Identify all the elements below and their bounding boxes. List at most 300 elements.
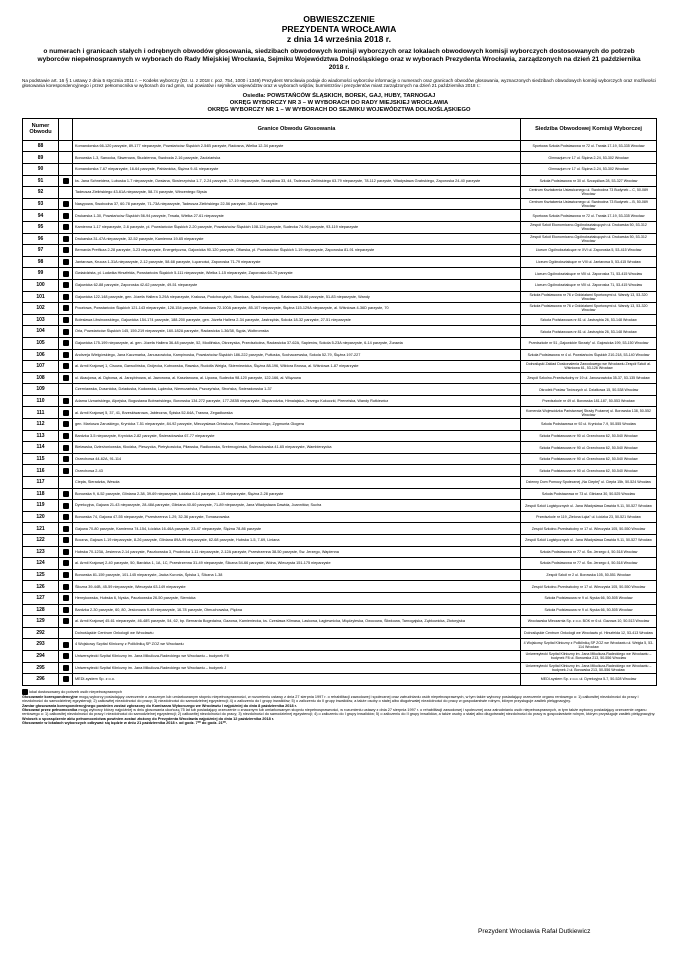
commission-site: Liceum Ogólnokształcące nr VIII ul. Jantarowa 5, 53-415 Wrocław — [521, 256, 657, 268]
legend-correspondence — [22, 695, 656, 704]
district-number: 121 — [23, 523, 59, 535]
district-number: 91 — [23, 175, 59, 187]
district-borders: Boczna, Gajowa 1-19 nieparzyste, 8-26 parzyste, Gliniana 89A-99 nieparzyste, 62-68 parzyste, Hubska 1-5, 7-69, Liniana — [73, 535, 521, 547]
table-row — [23, 650, 657, 662]
wheelchair-icon — [63, 526, 69, 532]
table-row — [23, 233, 657, 245]
commission-site: Liceum Ogólnokształcące nr VIII ul. Zaporoska 71, 53-415 Wrocław — [521, 279, 657, 291]
doc-intro: Na podstawie art. 16 § 1 ustawy z dnia 5 stycznia 2011 r. – Kodeks wyborczy (Dz. U. z 2018 r. poz. 754, 1000 i 1349) Prezydent Wrocławia podaje do wiadomości wyborców informację o numerach oraz granicach obwodów głosowania, wyznaczonych siedzibach obwodowych komisji wyborczych oraz możliwości głosowania korespondencyjnego i przez pełnomocnika w wyborach do rad gmin, rad powiatów i sejmików województw oraz w wyborach wójtów, burmistrzów i prezydentów miast zarządzonych na dzień 21 października 2018 r.: — [22, 78, 656, 89]
district-number: 103 — [23, 314, 59, 326]
district-number: 92 — [23, 187, 59, 199]
accessibility-cell — [59, 152, 73, 164]
commission-site: Liceum Ogólnokształcące nr XVI ul. Zaporoska 5, 53-415 Wrocław — [521, 245, 657, 257]
accessibility-cell — [59, 465, 73, 477]
district-borders: Gajowicka 175-199 nieparzyste, al. gen. Józefa Hallera 36-48 parzyste, 52, Modlińska, Okrzeyska, Przedszkolna, Racławicka 37-62A, Sapierów, Sokola 5-23A nieparzyste, 6-14 parzyste, Żurawia — [73, 337, 521, 349]
table-row — [23, 326, 657, 338]
commission-site: Szkoła Podstawowa nr 90 ul. Orzechowa 62, 50-540 Wrocław — [521, 453, 657, 465]
table-row — [23, 349, 657, 361]
commission-site: Sportowa Szkoła Podstawowa nr 72 ul. Trwała 17-19, 53-335 Wrocław — [521, 210, 657, 222]
district-borders: 4 Wojskowy Szpital Kliniczny z Polikliniką SP ZOZ we Wrocławiu — [73, 639, 521, 651]
district-borders: Borowska 81-159 parzyste, 101-145 nieparzyste, Jacka Kuronia, Śpiska 1, Ślicznа 1-38 — [73, 569, 521, 581]
district-borders: MEDI-system Sp. z o.o. — [73, 674, 521, 686]
commission-site: Szkoła Podstawowa nr 76 z Oddziałami Sportowymi ul. Wandy 13, 53-320 Wrocław — [521, 291, 657, 303]
table-row — [23, 175, 657, 187]
wheelchair-icon — [63, 433, 69, 439]
district-borders: Borowska 9, 6-52 parzyste, Glinianа 2-38, 39-69 nieparzyste, Łódzka 6-14 parzyste, 1-19 nieparzyste, Ślężna 2-28 parzyste — [73, 488, 521, 500]
table-row — [23, 674, 657, 686]
wheelchair-icon — [63, 549, 69, 555]
district-borders: Bernarda Pretficza 2-28 parzyste, 3-23 nieparzyste, Energetyczna, Gajowicka 90-120 parzyste, Ofiarska, pl. Powstańców Śląskich 1-19 nieparzyste, Zaporoska 81-91 nieparzyste — [73, 245, 521, 257]
district-borders: Nasypowa, Swobodna 37, 60-78 parzyste, 71-73A nieparzyste, Tadeusza Zielińskiego 22-56 parzyste, 39-41 nieparzyste — [73, 198, 521, 210]
table-row — [23, 488, 657, 500]
commission-site: 4 Wojskowy Szpital Kliniczny z Polikliniką SP ZOZ we Wrocławiu ul. Weigla 5, 53-114 Wrocław — [521, 639, 657, 651]
commission-site: Liceum Ogólnokształcące nr VIII ul. Zaporoska 71, 53-415 Wrocław — [521, 268, 657, 280]
district-number: 115 — [23, 453, 59, 465]
wheelchair-icon — [63, 676, 69, 682]
accessibility-cell — [59, 279, 73, 291]
wheelchair-icon — [63, 363, 69, 369]
district-borders: Komandorska 7-67 nieparzyste, 16-64 parzyste, Pabianicka, Ślężna 9-41 nieparzyste — [73, 164, 521, 176]
district-number: 129 — [23, 616, 59, 628]
table-row — [23, 511, 657, 523]
commission-site: Szkoła Podstawowa nr 77 ul. Św. Jerzego 4, 50-518 Wrocław — [521, 558, 657, 570]
wheelchair-icon — [63, 201, 69, 207]
district-number: 109 — [23, 384, 59, 396]
accessibility-cell — [59, 372, 73, 384]
doc-issuer: PREZYDENTA WROCŁAWIA — [281, 24, 397, 34]
commission-site: Ośrodek Postaw Twórczych ul. Działkowa 15, 50-538 Wrocław — [521, 384, 657, 396]
wheelchair-icon — [63, 421, 69, 427]
wheelchair-icon — [63, 618, 69, 624]
legend-corr-deadline: Zamiar głosowania korespondencyjnego powinien zostać zgłoszony do Komisarza Wyborczego we Wrocławiu I najpóźniej do dnia 8 października 2018 r. — [22, 703, 297, 708]
district-number: 293 — [23, 639, 59, 651]
accessibility-cell — [59, 175, 73, 187]
commission-site: Sportowa Szkoła Podstawowa nr 72 ul. Trwała 17-19, 53-335 Wrocław — [521, 140, 657, 152]
accessibility-cell — [59, 627, 73, 639]
wheelchair-icon — [63, 560, 69, 566]
table-row — [23, 164, 657, 176]
commission-site: Szkoła Podstawowa nr 76 z Oddziałami Sportowymi ul. Wandy 13, 53-320 Wrocław — [521, 303, 657, 315]
wheelchair-icon — [63, 503, 69, 509]
wheelchair-icon — [63, 595, 69, 601]
district-number: 120 — [23, 511, 59, 523]
district-number: 106 — [23, 349, 59, 361]
district-borders: ks. Jana Schneidera, Lubuska 1-7 nieparzyste, Owsiana, Skwierzyńska 1-7, 2-24 parzyste, 17-19 nieparzyste, Szczęśliwa 33, 44, Tadeusza Zielińskiego 63-79 nieparzyste, 78-112 parzyste, Władysława Grabskiego, Zaporoska 24-40 parzyste — [73, 175, 521, 187]
doc-date: z dnia 14 września 2018 r. — [286, 34, 392, 44]
commission-site: MEDI-system Sp. z o.o. ul. Dyrekcyjna 5-7, 50-528 Wrocław — [521, 674, 657, 686]
wheelchair-icon — [63, 607, 69, 613]
district-borders: Gwiaździsta, pl. Ludwika Hirszfelda, Powstańców Śląskich 5-111 nieparzyste, Wielka 1-15 nieparzyste, Zaporoska 64-70 parzyste — [73, 268, 521, 280]
accessibility-cell — [59, 604, 73, 616]
district-borders: al. Armii Krajowej 1, Cisowa, Garwolińska, Grójecka, Kutnowska, Rawska, Rudolfa Weigla, Skierniewicka, Ślężna 88-196, Wiktora Brossa, al. Wiśniowa 1-87 nieparzyste — [73, 361, 521, 373]
commission-site: Uniwersytecki Szpital Kliniczny im. Jana Mikulicza-Radeckiego we Wrocławiu – budynek F8 ul. Borowska 213, 50-556 Wrocław — [521, 650, 657, 662]
wheelchair-icon — [63, 410, 69, 416]
commission-site: Dzienny Dom Pomocy Społecznej „Na Ciepłej” ul. Ciepła 15b, 50-524 Wrocław — [521, 477, 657, 489]
district-number: 107 — [23, 361, 59, 373]
legend-proxy — [22, 708, 656, 717]
wheelchair-icon — [63, 456, 69, 462]
commission-site: Szkoła Podstawowa nr 81 ul. Jastrzębia 26, 53-148 Wrocław — [521, 326, 657, 338]
accessibility-cell — [59, 384, 73, 396]
table-row — [23, 581, 657, 593]
district-borders: Kamienna 1-17 nieparzyste, 2-6 parzyste, pl. Powstańców Śląskich 2-20 parzyste, Powstańców Śląskich 108-124 parzyste, Sudecka 74-96 parzyste, 93-119 nieparzyste — [73, 221, 521, 233]
district-number: 89 — [23, 152, 59, 164]
commission-site: Przedszkole nr 119 „Zielona Łąka” ul. Łódzka 23, 50-521 Wrocław — [521, 511, 657, 523]
wheelchair-icon — [63, 398, 69, 404]
district-number: 127 — [23, 592, 59, 604]
district-number: 93 — [23, 198, 59, 210]
wheelchair-icon — [63, 491, 69, 497]
accessibility-cell — [59, 337, 73, 349]
district-number: 124 — [23, 558, 59, 570]
commission-site: Dolnośląskie Centrum Onkologii we Wrocławiu pl. Hirszfelda 12, 53-413 Wrocław — [521, 627, 657, 639]
district-borders: Henrykowska, Hubska 6, Nyska, Paczkowska 26-50 parzyste, Siemicka — [73, 592, 521, 604]
commission-site: Przedszkole nr 49 ul. Borowska 181-187, 50-553 Wrocław — [521, 395, 657, 407]
accessibility-cell — [59, 523, 73, 535]
commission-site: Centrum Kształcenia Ustawicznego ul. Swobodna 73 Budynek – C, 50-089 Wrocław — [521, 187, 657, 199]
table-row — [23, 407, 657, 419]
wheelchair-icon — [63, 468, 69, 474]
table-row — [23, 395, 657, 407]
accessibility-cell — [59, 268, 73, 280]
wheelchair-icon — [63, 445, 69, 451]
commission-site: Gimnazjum nr 17 ul. Ślężna 2-24, 53-302 Wrocław — [521, 164, 657, 176]
accessibility-cell — [59, 187, 73, 199]
legend-corr-text: mogą wyborcy posiadający orzeczenie o znacznym lub umiarkowanym stopniu niepełnosprawności, w rozumieniu ustawy z dnia 27 sierpnia 1997 r. o rehabilitacji zawodowej i społecznej oraz zatrudnianiu osób niepełnosprawnych, w tym także wyborcy posiadający orzeczenie organu rentowego o: 1) całkowitej niezdolności do pracy i niezdolności do samodzielnej egzystencji; 2) całkowitej niezdolności do pracy; 3) niezdolności do samodzielnej egzystencji; 4) o zaliczeniu do I grupy inwalidów; 5) o zaliczeniu do II grupy inwalidów, a także osoby o stałej albo długotrwałej niezdolności do pracy w gospodarstwie rolnym, którym przysługuje zasiłek pielęgnacyjny. — [22, 694, 639, 704]
commission-site: Szkoła Podstawowa nr 73 ul. Gliniana 30, 50-525 Wrocław — [521, 488, 657, 500]
accessibility-cell — [59, 674, 73, 686]
accessibility-cell — [59, 639, 73, 651]
commission-site: Szkoła Podstawowa nr 9 ul. Nyska 66, 50-505 Wrocław — [521, 604, 657, 616]
commission-site: Centrum Kształcenia Ustawicznego ul. Swobodna 73 Budynek – B, 50-089 Wrocław — [521, 198, 657, 210]
commission-site: Szkoła Podstawowa nr 77 ul. Św. Jerzego 4, 50-518 Wrocław — [521, 546, 657, 558]
table-row — [23, 268, 657, 280]
accessibility-cell — [59, 256, 73, 268]
accessibility-cell — [59, 361, 73, 373]
accessibility-cell — [59, 419, 73, 431]
commission-site: Szkoła Podstawowa nr 90 ul. Orzechowa 62, 50-540 Wrocław — [521, 442, 657, 454]
accessibility-cell — [59, 221, 73, 233]
district-number: 114 — [23, 442, 59, 454]
commission-site: Zespół Szkolno-Przedszkolny nr 17 ul. Wieczysta 105, 50-550 Wrocław — [521, 581, 657, 593]
accessibility-cell — [59, 210, 73, 222]
district-number: 101 — [23, 291, 59, 303]
table-row — [23, 535, 657, 547]
accessibility-cell — [59, 546, 73, 558]
district-borders: Borowska 1-3, Sanocka, Skwerowa, Studzienna, Swoboda 2-16 parzyste, Zaolziańska — [73, 152, 521, 164]
district-borders: Orzechowa 2-43 — [73, 465, 521, 477]
district-number: 96 — [23, 233, 59, 245]
table-row — [23, 361, 657, 373]
district-number: 123 — [23, 546, 59, 558]
district-number: 95 — [23, 221, 59, 233]
table-row — [23, 627, 657, 639]
accessibility-cell — [59, 535, 73, 547]
table-row — [23, 198, 657, 210]
table-row — [23, 546, 657, 558]
district-borders: Orzechowa 44-62A, 91-114 — [73, 453, 521, 465]
wheelchair-icon — [63, 642, 69, 648]
wheelchair-icon — [63, 247, 69, 253]
table-row — [23, 140, 657, 152]
commission-site: Zespół Szkół Logistycznych ul. Jana Władysława Dawida 9-11, 50-527 Wrocław — [521, 500, 657, 512]
district-borders: Jantarowa, Kruczа 1-31A nieparzyste, 2-12 parzyste, 58-68 parzyste, Łączności, Zaporoska 71-79 nieparzyste — [73, 256, 521, 268]
table-row — [23, 500, 657, 512]
accessibility-cell — [59, 303, 73, 315]
district-borders: Dyrekcyjna, Gajowa 21-43 nieparzyste, 28-48A parzyste, Gliniana 40-60 parzyste, 71-89 nieparzyste, Jana Władysława Dawida, Joannitów, Sucha — [73, 500, 521, 512]
district-number: 125 — [23, 569, 59, 581]
district-number: 295 — [23, 662, 59, 674]
district-borders: al. Armii Krajowej 5, 37, 41, Brzeskiwarowa, Jabłeczna, Śpiska 52-64A, Trawna, Zegadłowska — [73, 407, 521, 419]
district-number: 292 — [23, 627, 59, 639]
table-row — [23, 384, 657, 396]
table-row — [23, 187, 657, 199]
district-number: 110 — [23, 395, 59, 407]
table-body — [23, 140, 657, 685]
wheelchair-icon — [63, 352, 69, 358]
table-row — [23, 419, 657, 431]
wheelchair-icon — [63, 572, 69, 578]
legend-icon-note: lokal dostosowany do potrzeb osób niepełnosprawnych — [29, 689, 122, 694]
accessibility-cell — [59, 662, 73, 674]
wheelchair-icon — [63, 305, 69, 311]
district-number: 111 — [23, 407, 59, 419]
wheelchair-icon — [63, 213, 69, 219]
accessibility-cell — [59, 442, 73, 454]
district-number: 296 — [23, 674, 59, 686]
table-row — [23, 558, 657, 570]
district-number: 113 — [23, 430, 59, 442]
osiedla-line-3: OKRĘG WYBORCZY NR 1 – W WYBORACH DO SEJMIKU WOJEWÓDZTWA DOLNOŚLĄSKIEGO — [207, 106, 471, 113]
commission-site: Wrocławska Mleczarnia Sp. z o.o. BOK nr 6 ul. Gazowa 10, 50-513 Wrocław — [521, 616, 657, 628]
district-number: 126 — [23, 581, 59, 593]
legend-proxy-text: mogą wyborcy którzy najpóźniej w dniu głosowania ukończą 75 lat lub posiadający orzeczenie o znacznym lub umiarkowanym stopniu niepełnosprawności, w rozumieniu ustawy z dnia 27 sierpnia 1997 r. o rehabilitacji zawodowej i społecznej oraz zatrudnianiu osób niepełnosprawnych, w tym także wyborcy posiadający orzeczenie organu rentowego o: 1) całkowitej niezdolności do pracy i niezdolności do samodzielnej egzystencji; 2) całkowitej niezdolności do pracy; 3) niezdolności do samodzielnej egzystencji; 4) o zaliczeniu do I grupy inwalidów; 5) o zaliczeniu do II grupy inwalidów, a także osoby o stałej albo długotrwałej niezdolności do pracy w gospodarstwie rolnym, którym przysługuje zasiłek pielęgnacyjny. — [22, 707, 656, 717]
commission-site: Zespół Szkół nr 2 ul. Borowska 105, 50-551 Wrocław — [521, 569, 657, 581]
district-borders: Uniwersytecki Szpital Kliniczny im. Jana Mikulicza-Radeckiego we Wrocławiu – budynek J — [73, 662, 521, 674]
accessibility-cell — [59, 407, 73, 419]
district-borders: Pocztowa, Powstańców Śląskich 121-143 nieparzyste, 128-154 parzyste, Sztabowa 72-100A parzyste, 85-107 nieparzyste, Ślężna 115-129A nieparzyste, al. Wiśniowa 4-36D parzyste, 70 — [73, 303, 521, 315]
accessibility-cell — [59, 164, 73, 176]
wheelchair-icon — [63, 259, 69, 265]
table-row — [23, 210, 657, 222]
district-number: 118 — [23, 488, 59, 500]
district-number: 88 — [23, 140, 59, 152]
legend — [22, 689, 656, 726]
district-number: 122 — [23, 535, 59, 547]
district-borders: Borowska 74, Gajowa 47-55 nieparzyste, Przestrzenna 1-29, 32-36 parzyste, Tomaszowska — [73, 511, 521, 523]
table-row — [23, 569, 657, 581]
accessibility-cell — [59, 511, 73, 523]
wheelchair-icon — [63, 340, 69, 346]
wheelchair-icon — [63, 537, 69, 543]
district-borders: Hubska 70-123A, Jesienna 2-14 parzyste, Paczkowska 3, Prudnicka 1-11 nieparzyste, 2-12A parzyste, Przestrzenna 38-50 parzyste, Sw. Jerzego, Wapienna — [73, 546, 521, 558]
header-borders: Granice Obwodu Głosowania — [73, 118, 521, 140]
district-borders: Orla, Powstańców Śląskich 145, 159-219 nieparzyste, 160-182A parzyste, Racławicka 1-36/38, Sępia, Wołbromska — [73, 326, 521, 338]
district-borders: Dolnośląskie Centrum Onkologii we Wrocławiu — [73, 627, 521, 639]
district-number: 116 — [23, 465, 59, 477]
district-borders: al. Armii Krajowej 2-40 parzyste, 50, Bardzka 1, 1A, 1C, Przestrzenna 31-49 nieparzyste, Ślicznа 54-66 parzyste, Wdna, Wieczysta 151-175 nieparzyste — [73, 558, 521, 570]
district-borders: Bielawska, Dzierżoniowska, Kłodzka, Pieszycka, Pietrykowicka, Piławska, Radkowska, Srebrnogórska, Świeradowska 41-65 nieparzyste, Wambierzycka — [73, 442, 521, 454]
commission-site: Uniwersytecki Szpital Kliniczny im. Jana Mikulicza-Radeckiego we Wrocławiu – budynek J ul. Borowska 213, 50-556 Wrocław — [521, 662, 657, 674]
table-row — [23, 592, 657, 604]
wheelchair-icon — [63, 665, 69, 671]
accessibility-cell — [59, 395, 73, 407]
table-row — [23, 604, 657, 616]
accessibility-cell — [59, 569, 73, 581]
table-row — [23, 662, 657, 674]
table-row — [23, 221, 657, 233]
osiedla-line-2: OKRĘG WYBORCZY NR 3 – W WYBORACH DO RADY MIEJSKIEJ WROCŁAWIA — [229, 99, 449, 106]
accessibility-cell — [59, 291, 73, 303]
commission-site: Zespół Szkolno-Przedszkolny nr 19 ul. Januszowicka 35-37, 53-135 Wrocław — [521, 372, 657, 384]
wheelchair-icon — [63, 514, 69, 520]
accessibility-cell — [59, 581, 73, 593]
table-row — [23, 523, 657, 535]
district-borders: Czerniawska, Duszniсka, Dziaduska, Kudowska, Lądecka, Niemczańska, Pszczyńska, Strońska, Świeradowska 1-37 — [73, 384, 521, 396]
table-row — [23, 616, 657, 628]
district-borders: Gajowicka 62-88 parzyste, Zaporoska 42-62 parzyste, 49-51 nieparzyste — [73, 279, 521, 291]
legend-proxy-title: Głosować przez pełnomocnika — [22, 707, 78, 712]
commission-site: Komenda Wojewódzka Państwowej Straży Pożarnej ul. Borowska 138, 50-552 Wrocław — [521, 407, 657, 419]
commission-site: Dolnośląski Zakład Doskonalenia Zawodowego we Wrocławiu Zespół Szkół al. Wiśniowa 61, 53-126 Wrocław — [521, 361, 657, 373]
district-number: 104 — [23, 326, 59, 338]
commission-site: Gimnazjum nr 17 ul. Ślężna 2-24, 53-302 Wrocław — [521, 152, 657, 164]
accessibility-cell — [59, 245, 73, 257]
accessibility-cell — [59, 198, 73, 210]
accessibility-cell — [59, 650, 73, 662]
district-borders: Śliczna 39-44B, 45-59 nieparzyste, Wieczysta 63-149 nieparzyste — [73, 581, 521, 593]
districts-table — [22, 118, 657, 686]
district-number: 102 — [23, 303, 59, 315]
district-number: 108 — [23, 372, 59, 384]
table-row — [23, 465, 657, 477]
district-number: 98 — [23, 256, 59, 268]
wheelchair-icon — [63, 236, 69, 242]
district-borders: Ciepła, Sieradzka, Wesoła — [73, 477, 521, 489]
legend-proxy-deadline: Wniosek o sporządzenie aktu pełnomocnictwa powinien zostać złożony do Prezydenta Wrocławia najpóźniej do dnia 12 października 2018 r. — [22, 716, 275, 721]
wheelchair-icon — [63, 653, 69, 659]
district-borders: gen. Mariusza Zaruskiego, Krynicka 7-51 nieparzyste, 84-92 parzyste, Mieczysława Orłowicza, Romana Zmorskiego, Zygmunta Glogera — [73, 419, 521, 431]
table-row — [23, 291, 657, 303]
table-row — [23, 337, 657, 349]
header-icon — [59, 118, 73, 140]
district-borders: Drukarska 1-30, Powstańców Śląskich 56-94 parzyste, Trwała, Wielka 27-61 nieparzyste — [73, 210, 521, 222]
table-row — [23, 303, 657, 315]
district-number: 99 — [23, 268, 59, 280]
legend-hours: Głosowanie w lokalach wyborczych odbywać się będzie w dniu 21 października 2018 r. od godz. 7⁰⁰ do godz. 21⁰⁰. — [22, 721, 227, 726]
table-header-row — [23, 118, 657, 140]
wheelchair-icon — [63, 375, 69, 381]
commission-site: Szkoła Podstawowa nr 90 ul. Orzechowa 62, 50-540 Wrocław — [521, 465, 657, 477]
accessibility-cell — [59, 616, 73, 628]
accessibility-cell — [59, 453, 73, 465]
district-number: 94 — [23, 210, 59, 222]
district-number: 128 — [23, 604, 59, 616]
commission-site: Zespół Szkół Logistycznych ul. Jana Władysława Dawida 9-11, 50-527 Wrocław — [521, 535, 657, 547]
accessibility-cell — [59, 558, 73, 570]
accessibility-cell — [59, 430, 73, 442]
commission-site: Zespół Szkolno-Przedszkolny nr 17 ul. Wieczysta 105, 50-550 Wrocław — [521, 523, 657, 535]
table-row — [23, 256, 657, 268]
district-borders: Tadeusza Zielińskiego 43-61A nieparzyste, 58-74 parzyste, Wincentego Stysia — [73, 187, 521, 199]
wheelchair-icon — [63, 271, 69, 277]
table-row — [23, 314, 657, 326]
district-borders: Andrzeja Wielgórskiego, Jana Kaczmarka, Januszowicka, Kampinoska, Powstańców Śląskich 186-222 parzyste, Pułtuska, Sochaczewska, Sokola 52-79, Ślężna 197-227 — [73, 349, 521, 361]
accessibility-cell — [59, 477, 73, 489]
legend-corr-title: Głosowanie korespondencyjne — [22, 694, 78, 699]
district-number: 117 — [23, 477, 59, 489]
district-borders: Komandorska 66-120 parzyste, 89-177 nieparzyste, Powstańców Śląskich 2-54B parzyste, Radosna, Wielka 12-34 parzyste — [73, 140, 521, 152]
district-number: 294 — [23, 650, 59, 662]
district-number: 105 — [23, 337, 59, 349]
signature: Prezydent Wrocławia Rafał Dutkiewicz — [478, 928, 591, 935]
table-row — [23, 152, 657, 164]
table-row — [23, 477, 657, 489]
table-row — [23, 245, 657, 257]
commission-site: Zespół Szkół Ekonomiczno-Ogólnokształcących ul. Drukarska 50, 53-312 Wrocław — [521, 221, 657, 233]
table-row — [23, 279, 657, 291]
commission-site: Szkoła Podstawowa nr 81 ul. Jastrzębia 26, 53-148 Wrocław — [521, 314, 657, 326]
district-borders: Bolesława Litwinowskiego, Gajowicka 154-174 parzyste, 188-200 parzyste, gen. Józefa Hallera 2-34 parzyste, Jastrzębia, Sokola 18-32 parzyste, 27-51 nieparzyste — [73, 314, 521, 326]
accessibility-cell — [59, 488, 73, 500]
header-site: Siedziba Obwodowej Komisji Wyborczej — [521, 118, 657, 140]
wheelchair-icon — [63, 584, 69, 590]
doc-title: OBWIESZCZENIE — [303, 14, 375, 24]
wheelchair-icon — [63, 329, 69, 335]
accessibility-cell — [59, 592, 73, 604]
accessibility-cell — [59, 140, 73, 152]
table-row — [23, 639, 657, 651]
osiedla-heading — [22, 93, 656, 114]
district-borders: Gajowicka 122-148 parzyste, gen. Józefa Hallera 3-29A nieparzyste, Krakusa, Podchorążych, Słowicza, Spadochroniarzy, Sztabowa 28-66 parzyste, 51-83 nieparzyste, Wandy — [73, 291, 521, 303]
table-row — [23, 372, 657, 384]
accessibility-cell — [59, 349, 73, 361]
district-number: 97 — [23, 245, 59, 257]
commission-site: Szkoła Podstawowa nr 9 ul. Nyska 66, 50-505 Wrocław — [521, 592, 657, 604]
accessibility-cell — [59, 314, 73, 326]
wheelchair-icon — [63, 178, 69, 184]
district-borders: ul. Akacjowa, al. Dębowa, al. Jarzębinowa, al. Jaworowa, al. Kasztanowa, al. Lipowa, Sudecka 98-120 parzyste, 122-166, al. Wiązowa — [73, 372, 521, 384]
accessibility-cell — [59, 233, 73, 245]
commission-site: Przedszkole nr 51 „Gajowickie Skrzaty” ul. Gajowicka 199, 53-150 Wrocław — [521, 337, 657, 349]
wheelchair-icon — [63, 224, 69, 230]
commission-site: Zespół Szkół Ekonomiczno-Ogólnokształcących ul. Drukarska 50, 53-312 Wrocław — [521, 233, 657, 245]
accessibility-cell — [59, 326, 73, 338]
wheelchair-icon — [63, 282, 69, 288]
accessibility-cell — [59, 500, 73, 512]
district-borders: al. Armii Krajowej 45-61 nieparzyste, 46-48S parzyste, 54, 62, bp. Bernarda Bogedaina, Gazowa, Kamieniecka, ks. Czesława Klimasa, Laskowa, Łagiewnicka, Międzylеska, Owocowa, Śliwkowa, Tarnogajska, Ząbkowicka, Złotoryjska — [73, 616, 521, 628]
osiedla-line-1: Osiedla: POWSTAŃCÓW ŚLĄSKICH, BOREK, GAJ, HUBY, TARNOGAJ — [242, 92, 436, 99]
commission-site: Szkoła Podstawowa nr 92 ul. Krynicka 7-9, 50-555 Wrocław — [521, 419, 657, 431]
district-number: 90 — [23, 164, 59, 176]
commission-site: Szkoła Podstawowa nr 90 ul. Orzechowa 62, 50-540 Wrocław — [521, 430, 657, 442]
header-number: Numer Obwodu — [23, 118, 59, 140]
district-borders: Drukarska 31-47A nieparzyste, 32-52 parzyste, Kamienna 19-65 nieparzyste — [73, 233, 521, 245]
district-number: 100 — [23, 279, 59, 291]
district-number: 119 — [23, 500, 59, 512]
district-borders: Bardzka 3-5 nieparzyste, Krynicka 2-82 parzyste, Świeradowska 67-77 nieparzyste — [73, 430, 521, 442]
commission-site: Szkoła Podstawowa nr 30 ul. Szczęśliwa 28, 53-327 Wrocław — [521, 175, 657, 187]
district-borders: Adama Uznańskiego, Alpejska, Bogusława Bobrańskiego, Borowska 134-272 parzyste, 177-283B nieparzyste, Dłuparodzka, Himalajska, Jerzego Kukuczki, Pireneiska, Wandy Rutkiewicz — [73, 395, 521, 407]
commission-site: Szkoła Podstawowa nr 4 ul. Powstańców Śląskich 210-218, 53-140 Wrocław — [521, 349, 657, 361]
district-borders: Uniwersytecki Szpital Kliniczny im. Jana Mikulicza-Radeckiego we Wrocławiu – budynek F8 — [73, 650, 521, 662]
wheelchair-icon — [63, 294, 69, 300]
district-number: 112 — [23, 419, 59, 431]
district-borders: Bardzka 2-30 parzyste, 60, 80, Jesionowa 9-49 nieparzyste, 16-78 parzyste, Otmuchowska, Piękna — [73, 604, 521, 616]
doc-subtitle: o numerach i granicach stałych i odrębnych obwodów głosowania, siedzibach obwodowych komisji wyborczych oraz lokalach obwodowych komisji wyborczych dostosowanych do potrzeb wyborców niepełnosprawnych w wyborach do Rady Miejskiej Wrocławia, Sejmiku Województwa Dolnośląskiego oraz w wyborach Prezydenta Wrocławia, zarządzonych na dzień 21 października 2018 r. — [37, 48, 641, 71]
table-row — [23, 430, 657, 442]
district-borders: Gajowa 70-80 parzyste, Kamienna 74-154, Łódzka 16-46A parzyste, 23-47 nieparzyste, Ślężna 78-86 parzyste — [73, 523, 521, 535]
